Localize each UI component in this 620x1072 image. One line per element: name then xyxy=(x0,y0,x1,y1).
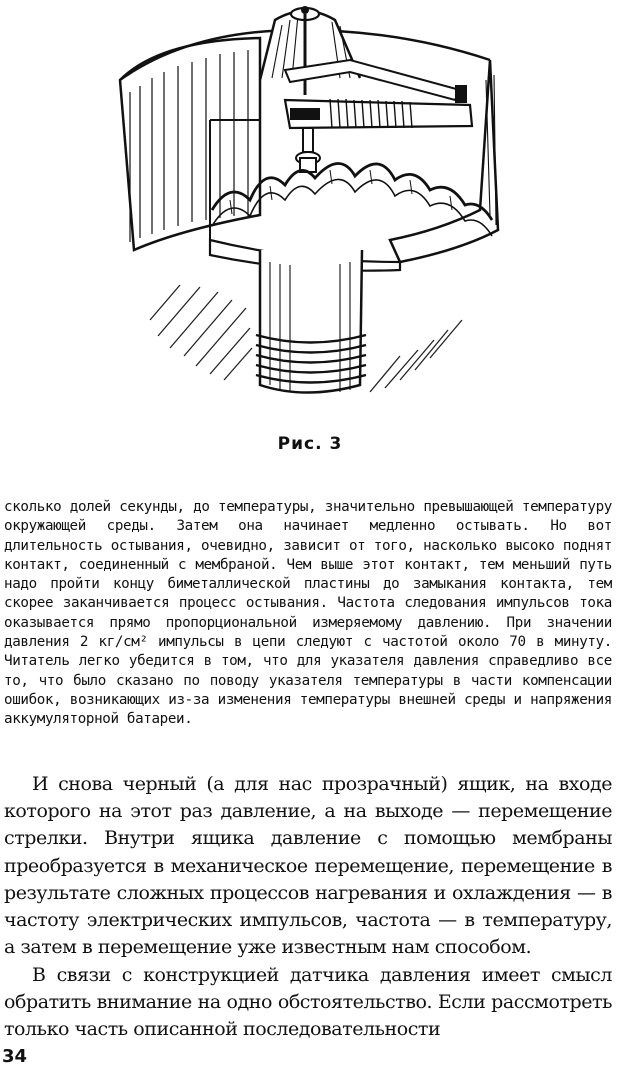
paragraph-black-box: И снова черный (а для нас прозрачный) ящик, на входе которого на этот раз давление, а на выходе — перемещение стрелки. Внутри ящика давление с помощью мембраны преобразуется в механическое перемещение, перемещение в результате сложных процессов нагревания и охлаждения — в частоту электрических импульсов, частота — в температуру, а затем в перемещение уже известным нам способом. xyxy=(4,773,612,959)
paragraph-small-print: сколько долей секунды, до температуры, значительно превышающей температуру окружающей среды. Затем она начинает медленно остывать. Но вот длительность остывания, очевидно, зависит от того, насколько высоко поднят контакт, соединенный с мембраной. Чем выше этот контакт, тем меньший путь надо пройти концу биметаллической пластины до замыкания контакта, тем скорее заканчивается процесс остывания. Частота следования импульсов тока оказывается прямо пропорциональной измеряемому давлению. При значении давления 2 кг/см² импульсы в цепи следуют с частотой около 70 в минуту. Читатель легко убедится в том, что для указателя давления справедливо все то, что было сказано по поводу указателя температуры в части компенсации ошибок, возникающих из-за изменения температуры внешней среды и напряжения аккумуляторной батареи. xyxy=(4,499,612,728)
pressure-sensor-drawing xyxy=(100,0,540,430)
figure-3-illustration xyxy=(100,0,540,430)
page-number: 34 xyxy=(2,1046,28,1067)
threaded-stem xyxy=(260,250,362,393)
paragraph-sensor-note: В связи с конструкцией датчика давления имеет смысл обратить внимание на одно обстоятельство. Если рассмотреть только часть описанной последовательности xyxy=(4,964,612,1041)
housing-outer-wall xyxy=(120,38,260,250)
figure-caption: Рис. 3 xyxy=(277,434,343,454)
